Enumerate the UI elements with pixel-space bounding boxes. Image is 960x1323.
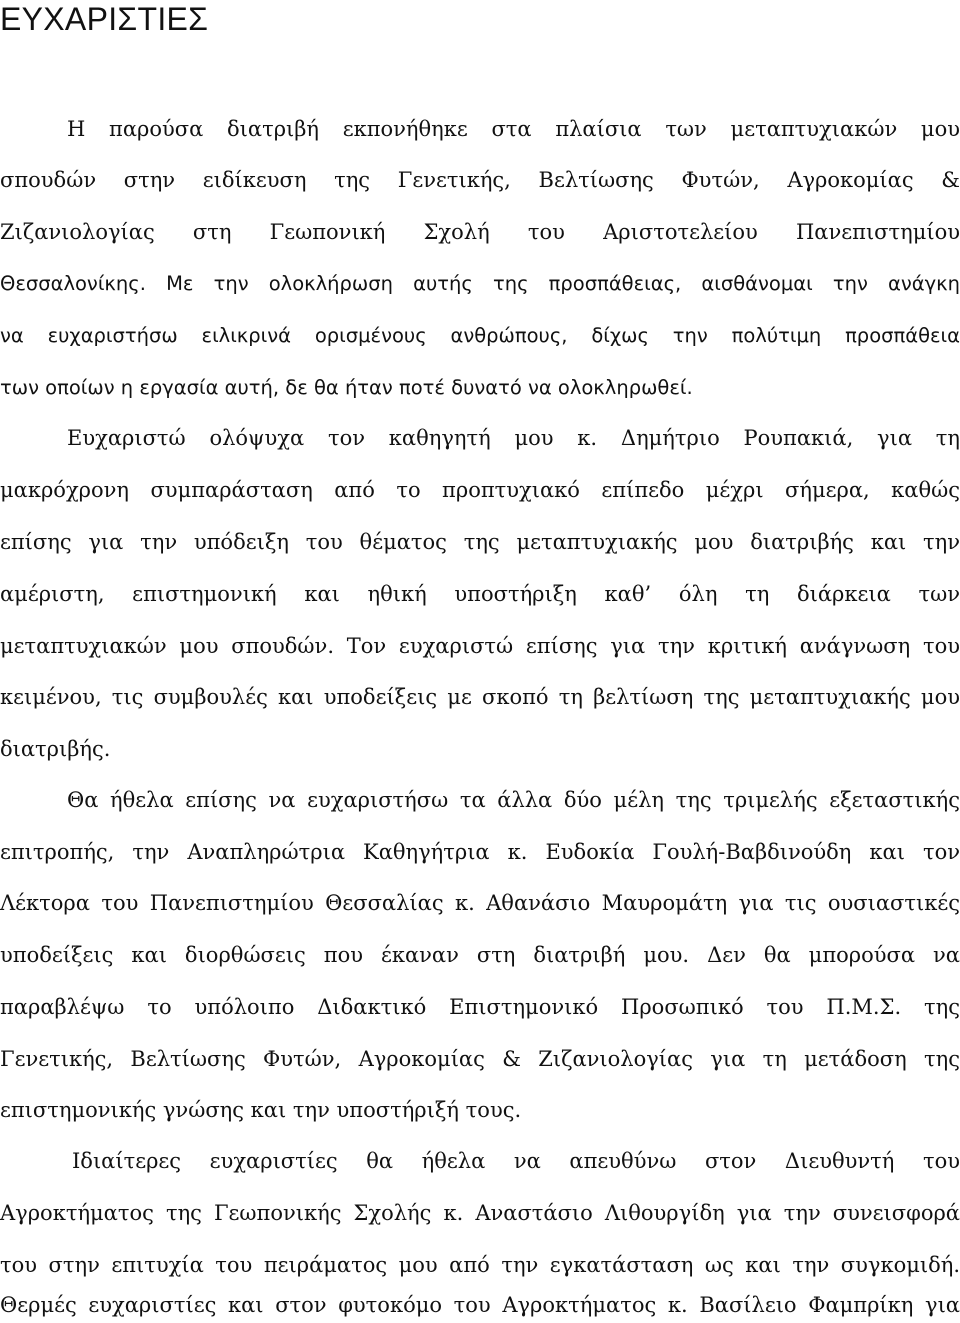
paragraph-line: επιστημονικής γνώσης και την υποστήριξή τους. (0, 1098, 522, 1122)
paragraph-line: Θερμές ευχαριστίες και στον φυτοκόμο του Αγροκτήματος κ. Βασίλειο Φαμπρίκη για (0, 1293, 960, 1317)
paragraph-line: μακρόχρονη συμπαράσταση από το προπτυχιακό επίπεδο μέχρι σήμερα, καθώς (0, 478, 960, 502)
paragraph-line: Λέκτορα του Πανεπιστημίου Θεσσαλίας κ. Αθανάσιο Μαυρομάτη για τις ουσιαστικές (0, 891, 960, 915)
paragraph-line: κειμένου, τις συμβουλές και υποδείξεις με σκοπό τη βελτίωση της μεταπτυχιακής μου (0, 685, 960, 709)
page-title: ΕΥΧΑΡΙΣΤΙΕΣ (0, 1, 209, 37)
paragraph-line: Γενετικής, Βελτίωσης Φυτών, Αγροκομίας & Ζιζανιολογίας για τη μετάδοση της (0, 1047, 960, 1071)
paragraph-line: υποδείξεις και διορθώσεις που έκαναν στη διατριβή μου. Δεν θα μπορούσα να (0, 943, 960, 967)
paragraph-line: των οποίων η εργασία αυτή, δε θα ήταν ποτέ δυνατό να ολοκληρωθεί. (0, 376, 693, 399)
paragraph-line: Ιδιαίτερες ευχαριστίες θα ήθελα να απευθύνω στον Διευθυντή του (72, 1149, 960, 1173)
paragraph-line: Ζιζανιολογίας στη Γεωπονική Σχολή του Αριστοτελείου Πανεπιστημίου (0, 220, 960, 244)
paragraph-line: Η παρούσα διατριβή εκπονήθηκε στα πλαίσια των μεταπτυχιακών μου (67, 117, 960, 141)
paragraph-line: να ευχαριστήσω ειλικρινά ορισμένους ανθρώπους, δίχως την πολύτιμη προσπάθεια (0, 324, 960, 347)
paragraph-line: Θεσσαλονίκης. Με την ολοκλήρωση αυτής της προσπάθειας, αισθάνομαι την ανάγκη (0, 272, 960, 295)
paragraph-line: Αγροκτήματος της Γεωπονικής Σχολής κ. Αναστάσιο Λιθουργίδη για την συνεισφορά (0, 1201, 960, 1225)
paragraph-line: του στην επιτυχία του πειράματος μου από την εγκατάσταση ως και την συγκομιδή. (0, 1253, 960, 1277)
paragraph-line: διατριβής. (0, 737, 111, 761)
paragraph-line: επιτροπής, την Αναπληρώτρια Καθηγήτρια κ. Ευδοκία Γουλή-Βαβδινούδη και τον (0, 840, 960, 864)
paragraph-line: αμέριστη, επιστημονική και ηθική υποστήριξη καθ’ όλη τη διάρκεια των (0, 582, 960, 606)
paragraph-line: Ευχαριστώ ολόψυχα τον καθηγητή μου κ. Δημήτριο Ρουπακιά, για τη (67, 426, 960, 450)
paragraph-line: επίσης για την υπόδειξη του θέματος της μεταπτυχιακής μου διατριβής και την (0, 530, 960, 554)
paragraph-line: παραβλέψω το υπόλοιπο Διδακτικό Επιστημονικό Προσωπικό του Π.Μ.Σ. της (0, 995, 960, 1019)
paragraph-line: σπουδών στην ειδίκευση της Γενετικής, Βελτίωσης Φυτών, Αγροκομίας & (0, 168, 960, 192)
paragraph-line: Θα ήθελα επίσης να ευχαριστήσω τα άλλα δύο μέλη της τριμελής εξεταστικής (67, 788, 960, 812)
paragraph-line: μεταπτυχιακών μου σπουδών. Τον ευχαριστώ επίσης για την κριτική ανάγνωση του (0, 634, 960, 658)
